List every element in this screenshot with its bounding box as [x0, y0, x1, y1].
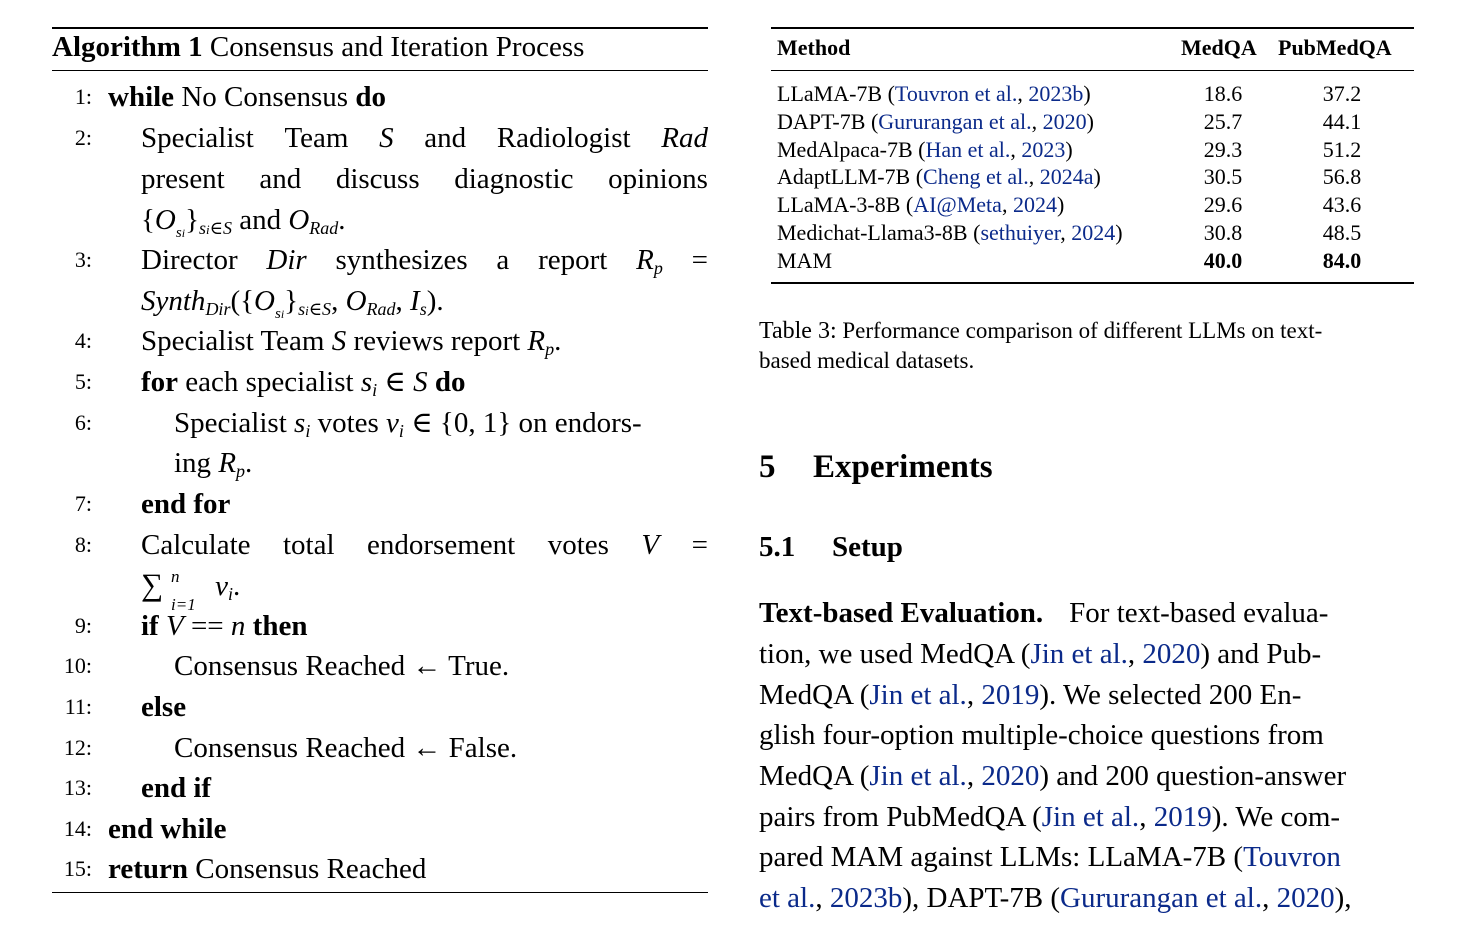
algorithm-line-13 — [52, 768, 708, 808]
math-var: s — [360, 366, 373, 398]
keyword: do — [355, 81, 386, 113]
algorithm-line-8-math — [52, 565, 708, 614]
citation-year-link[interactable]: 2019 — [1153, 801, 1212, 833]
word: total — [283, 529, 335, 561]
caption-text: Performance comparison of different LLMs on text- — [842, 318, 1323, 343]
paragraph-text: ). We com- — [1211, 801, 1341, 833]
math-var: R — [218, 447, 237, 479]
algorithm-bottom-rule — [52, 892, 708, 893]
keyword: end while — [108, 813, 227, 845]
paragraph-line: MedQA (Jin et al., 2019). We selected 200 En- — [759, 679, 1302, 711]
citation-year-link[interactable]: 2020 — [981, 760, 1040, 792]
math-sub: i — [305, 421, 311, 441]
paragraph-text: ), — [1334, 882, 1352, 914]
paragraph-text: pared MAM against LLMs: LLaMA-7B ( — [759, 841, 1244, 873]
method-name: LLaMA-3-8B — [777, 192, 901, 217]
word: a — [496, 244, 510, 276]
line-text: . — [233, 570, 241, 602]
pubmedqa-value: 37.2 — [1322, 81, 1362, 106]
word: Director — [141, 244, 238, 276]
paragraph-text: pairs from PubMedQA ( — [759, 801, 1042, 833]
algorithm-line-1 — [52, 77, 708, 117]
section-title: Experiments — [813, 449, 993, 485]
math-expression: $\{O_{si}\}_{si\in S}$ and $O_{Rad}$. — [141, 204, 346, 241]
method-name: AdaptLLM-7B — [777, 164, 911, 189]
line-text: ing — [174, 447, 219, 479]
paragraph-line — [759, 715, 1418, 755]
keyword: if — [141, 610, 159, 642]
line-text: . — [245, 447, 253, 479]
math-op: = — [691, 529, 708, 561]
algorithm-line-15 — [52, 849, 708, 889]
paragraph-text: MedQA ( — [759, 760, 870, 792]
algorithm-line-10 — [52, 646, 708, 686]
citation-link[interactable]: AI@Meta — [913, 192, 1002, 217]
method-name: Medichat-Llama3-8B — [777, 220, 968, 245]
paragraph-text: glish four-option multiple-choice questions from — [759, 719, 1324, 751]
header-method: Method — [777, 35, 851, 60]
math-var: v — [386, 407, 399, 439]
word: Specialist — [141, 122, 254, 154]
algorithm-line-2-math — [52, 200, 708, 240]
citation-link[interactable]: Jin et al. — [869, 679, 967, 711]
method-name: MedAlpaca-7B — [777, 137, 913, 162]
table-row: Medichat-Llama3-8B (sethuiyer, 2024) 30.8 48.5 — [771, 219, 1414, 247]
method-name: LLaMA-7B — [777, 81, 883, 106]
paragraph-text: MedQA ( — [759, 679, 870, 711]
math-op: ∈ — [377, 366, 414, 398]
math-var: s — [294, 407, 306, 439]
line-text: present and discuss diagnostic opinions — [141, 163, 708, 195]
subsection-heading — [759, 531, 903, 564]
pubmedqa-value: 44.1 — [1322, 109, 1362, 134]
line-text: reviews report — [346, 325, 528, 357]
word: votes — [547, 529, 609, 561]
sum-lower: i=1 — [171, 595, 196, 614]
line-text: Specialist — [174, 407, 295, 439]
line-number: 9: — [74, 613, 92, 638]
sum-symbol: ∑ n i=1 — [141, 567, 163, 602]
paragraph-text: For text-based evalua- — [1069, 597, 1329, 629]
line-number: 10: — [63, 653, 92, 678]
math-sub: i — [398, 421, 404, 441]
medqa-value: 40.0 — [1203, 248, 1243, 273]
math-sub: p — [653, 258, 663, 278]
paragraph-line: et al., 2023b), DAPT-7B (Gururangan et al., 2020), — [759, 882, 1352, 914]
math-sub: Dir — [205, 299, 231, 319]
line-number: 8: — [74, 532, 92, 557]
keyword: end for — [141, 488, 231, 520]
citation-year-link[interactable]: 2024 — [1071, 220, 1116, 245]
citation-year-link[interactable]: 2020 — [1142, 638, 1201, 670]
line-number: 4: — [74, 328, 92, 353]
subsection-number: 5.1 — [759, 531, 796, 563]
line-number: 6: — [74, 410, 92, 435]
word: and — [239, 204, 282, 236]
math-op: = — [691, 244, 708, 276]
pubmedqa-value: 48.5 — [1322, 220, 1362, 245]
algorithm-line-6-cont — [52, 443, 708, 483]
algorithm-line-12 — [52, 728, 708, 768]
line-text: Consensus Reached ← True. — [174, 650, 510, 682]
math-sub: p — [545, 339, 555, 359]
algorithm-title-text: Consensus and Iteration Process — [209, 31, 585, 63]
algorithm-line-9 — [52, 606, 708, 646]
citation-year-link[interactable]: 2023b — [829, 882, 903, 914]
line-text: ∈ {0, 1} on endors- — [403, 407, 642, 439]
math-var: V — [641, 529, 660, 561]
algorithm-line-5 — [52, 362, 708, 402]
algorithm-line-8 — [52, 525, 708, 565]
citation-link[interactable]: Gururangan et al. — [878, 109, 1032, 134]
line-number: 12: — [63, 735, 92, 760]
header-medqa: MedQA — [1181, 35, 1257, 60]
citation-link[interactable]: Han et al. — [925, 137, 1011, 162]
paragraph-line — [759, 837, 1418, 877]
math-expression: $Synth_{Dir}(\{O_{si}\}_{si\in S}$, $O_{Rad}$, $I_s$). — [141, 285, 444, 322]
math-sub: p — [236, 461, 246, 481]
citation-link[interactable]: Jin et al. — [1041, 801, 1140, 833]
paragraph-line: pairs from PubMedQA (Jin et al., 2019). We com- — [759, 801, 1341, 833]
math-var: V — [165, 610, 184, 642]
section-number: 5 — [759, 449, 776, 485]
line-number: 14: — [63, 816, 92, 841]
math-var: S — [331, 325, 347, 357]
algorithm-label: Algorithm 1 — [52, 31, 203, 63]
word: endorsement — [367, 529, 516, 561]
paragraph-text: ), DAPT-7B ( — [902, 882, 1060, 914]
citation-link[interactable]: sethuiyer — [980, 220, 1061, 245]
citation-link[interactable]: Jin et al. — [869, 760, 967, 792]
algorithm-line-2 — [52, 118, 708, 158]
table-row: AdaptLLM-7B (Cheng et al., 2024a) 30.5 56.8 — [771, 163, 1414, 191]
algorithm-title — [52, 31, 584, 64]
citation-link[interactable]: Cheng et al. — [923, 164, 1029, 189]
algorithm-line-3 — [52, 240, 708, 280]
line-text: each specialist — [178, 366, 361, 398]
pubmedqa-value: 43.6 — [1322, 192, 1362, 217]
line-text: . — [554, 325, 562, 357]
citation-link[interactable]: et al. — [759, 882, 816, 914]
paragraph-text: ) and 200 question-answer — [1039, 760, 1347, 792]
header-pubmedqa: PubMedQA — [1278, 35, 1392, 60]
line-number: 2: — [74, 125, 92, 150]
citation-year-link[interactable]: 2024a — [1039, 164, 1094, 189]
algorithm-line-6 — [52, 403, 708, 443]
citation-year-link[interactable]: 2020 — [1276, 882, 1335, 914]
medqa-value: 30.8 — [1203, 220, 1243, 245]
word: and — [424, 122, 467, 154]
citation-year-link[interactable]: 2023 — [1021, 137, 1066, 162]
keyword: else — [141, 691, 187, 723]
word: report — [538, 244, 608, 276]
paragraph-text: ). We selected 200 En- — [1039, 679, 1302, 711]
algorithm-line-11 — [52, 687, 708, 727]
pubmedqa-value: 84.0 — [1322, 248, 1362, 273]
medqa-value: 25.7 — [1203, 109, 1243, 134]
keyword: return — [108, 853, 189, 885]
math-var: S — [379, 122, 394, 154]
paragraph-text: ) and Pub- — [1200, 638, 1322, 670]
citation-link[interactable]: Gururangan et al. — [1060, 882, 1263, 914]
math-var: S — [413, 366, 428, 398]
math-sub: i — [372, 380, 378, 400]
table-header-rule — [771, 70, 1414, 71]
keyword: for — [141, 366, 179, 398]
word: Radiologist — [496, 122, 631, 154]
line-number: 13: — [63, 775, 92, 800]
table-bottom-rule — [771, 282, 1414, 284]
math-var: v — [215, 570, 228, 602]
math-var: R — [636, 244, 654, 276]
line-number: 5: — [74, 369, 92, 394]
citation-year-link[interactable]: 2023b — [1028, 81, 1084, 106]
pubmedqa-value: 56.8 — [1322, 164, 1362, 189]
word: synthesizes — [335, 244, 468, 276]
table-top-rule — [771, 27, 1414, 29]
citation-year-link[interactable]: 2019 — [981, 679, 1040, 711]
keyword: then — [252, 610, 308, 642]
algorithm-line-7 — [52, 484, 708, 524]
word: Calculate — [141, 529, 251, 561]
method-name: MAM — [777, 248, 833, 273]
section-heading — [759, 449, 993, 486]
table-row: LLaMA-7B (Touvron et al., 2023b) 18.6 37.2 — [771, 80, 1414, 108]
table-row: LLaMA-3-8B (AI@Meta, 2024) 29.6 43.6 — [771, 191, 1414, 219]
paragraph-line: MedQA (Jin et al., 2020) and 200 question-answer — [759, 760, 1347, 792]
paragraph-line: tion, we used MedQA (Jin et al., 2020) and Pub- — [759, 638, 1322, 670]
keyword: while — [108, 81, 175, 113]
algorithm-line-2-cont — [52, 159, 708, 199]
paragraph-heading: Text-based Evaluation. — [759, 597, 1044, 629]
medqa-value: 30.5 — [1203, 164, 1243, 189]
caption-text: based medical datasets. — [759, 348, 975, 373]
citation-year-link[interactable]: 2024 — [1012, 192, 1057, 217]
line-number: 15: — [63, 856, 92, 881]
math-sub: i — [227, 584, 233, 604]
line-number: 1: — [74, 84, 92, 109]
table-row — [771, 247, 1414, 275]
paragraph-line — [759, 593, 1418, 633]
medqa-value: 18.6 — [1203, 81, 1243, 106]
citation-link[interactable]: Touvron — [1243, 841, 1341, 873]
line-number: 7: — [74, 491, 92, 516]
line-number: 3: — [74, 247, 92, 272]
paragraph-text: tion, we used MedQA ( — [759, 638, 1031, 670]
math-var: Dir — [266, 244, 307, 276]
keyword: do — [434, 366, 466, 398]
sum-upper: n — [171, 567, 180, 586]
citation-link[interactable]: Touvron et al. — [894, 81, 1018, 106]
math-op: == — [183, 610, 231, 642]
caption-label: Table 3: — [759, 318, 837, 344]
medqa-value: 29.3 — [1203, 137, 1243, 162]
algorithm-line-3-math — [52, 281, 708, 321]
math-var: n — [230, 610, 246, 642]
line-text: No Consensus — [174, 81, 356, 113]
algorithm-line-14 — [52, 809, 708, 849]
table-caption — [759, 316, 1418, 376]
table-row: MedAlpaca-7B (Han et al., 2023) 29.3 51.2 — [771, 136, 1414, 164]
citation-year-link[interactable]: 2020 — [1042, 109, 1087, 134]
line-text: Specialist Team — [141, 325, 332, 357]
word: Team — [284, 122, 349, 154]
line-text: Consensus Reached — [188, 853, 427, 885]
method-name: DAPT-7B — [777, 109, 866, 134]
math-var: Synth — [141, 285, 206, 317]
subsection-title: Setup — [832, 531, 903, 563]
pubmedqa-value: 51.2 — [1322, 137, 1362, 162]
algorithm-top-rule — [52, 27, 708, 29]
keyword: end if — [141, 772, 212, 804]
line-text: votes — [310, 407, 387, 439]
algorithm-line-4 — [52, 321, 708, 361]
line-text: Consensus Reached ← False. — [174, 732, 518, 764]
math-var: R — [527, 325, 546, 357]
medqa-value: 29.6 — [1203, 192, 1243, 217]
math-var: Rad — [661, 122, 708, 154]
table-row: DAPT-7B (Gururangan et al., 2020) 25.7 44.1 — [771, 108, 1414, 136]
citation-link[interactable]: Jin et al. — [1030, 638, 1128, 670]
algorithm-header-rule — [52, 70, 708, 71]
line-number: 11: — [64, 694, 92, 719]
